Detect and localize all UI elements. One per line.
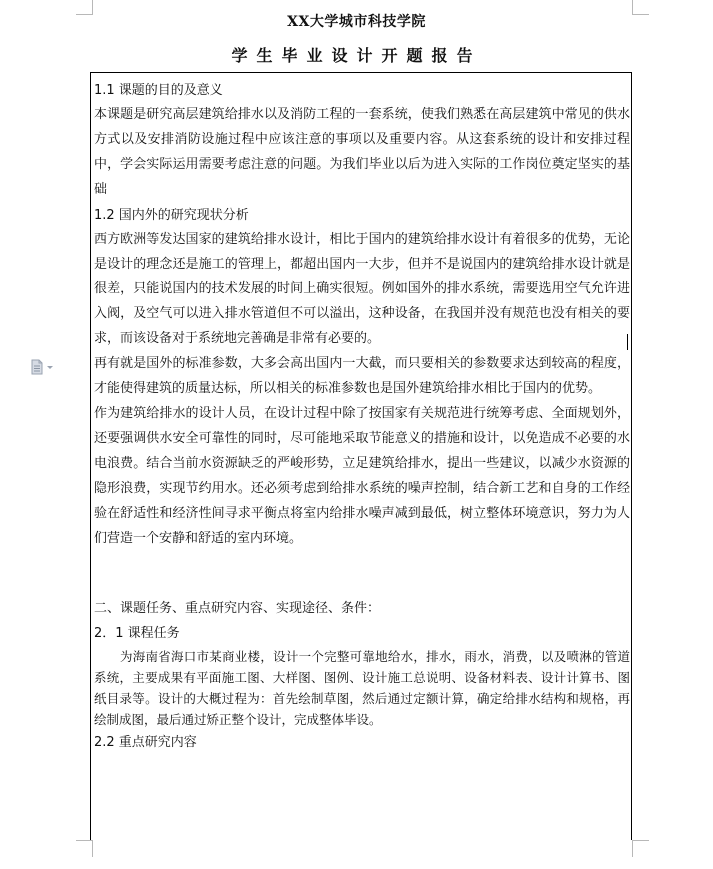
section-1-1-heading: 1.1 课题的目的及意义 xyxy=(94,83,223,98)
section-2-2-heading: 2.2 重点研究内容 xyxy=(94,735,197,751)
section-1-2-paragraph-3: 作为建筑给排水的设计人员，在设计过程中除了按国家有关规范进行统筹考虑、全面规划外，还要强调供水安全可靠性的同时，尽可能地采取节能意义的措施和设计，以免造成不必要的水电浪费。结合当前水资源缺乏的严峻形势，立足建筑给排水，提出一些建议，以减少水资源的隐形浪费，实现节约用水。还必须考虑到给排水系统的噪声控制，结合新工艺和自身的工作经验在舒适性和经济性间寻求平衡点将室内给排水噪声减到最低，树立整体环境意识，努力为人们营造一个安静和舒适的室内环境。 xyxy=(94,405,630,546)
section-1-2-paragraph-1: 西方欧洲等发达国家的建筑给排水设计，相比于国内的建筑给排水设计有着很多的优势，无论是设计的理念还是施工的管理上，都超出国内一大步，但并不是说国内的建筑给排水设计就是很差，只能说国内的技术发展的时间上确实很短。例如国外的排水系统，需要选用空气允许进入阀，及空气可以进入排水管道但不可以溢出，这种设备，在我国并没有规范也没有相关的要求，而该设备对于系统地完善确是非常有必要的。 xyxy=(94,231,630,347)
document-comment-icon[interactable] xyxy=(30,359,58,375)
text-cursor xyxy=(627,334,628,350)
blank-space xyxy=(94,551,630,596)
crop-mark-bottom-right xyxy=(632,840,649,857)
section-2-1-heading: 2．1 课程任务 xyxy=(94,626,180,642)
crop-mark-bottom-left xyxy=(76,840,93,857)
section-2-heading: 二、课题任务、重点研究内容、实现途径、条件： xyxy=(94,601,381,617)
section-1-2-paragraph-2: 再有就是国外的标准参数，大多会高出国内一大截，而只要相关的参数要求达到较高的程度，才能使得建筑的质量达标，所以相关的标准参数也是国外建筑给排水相比于国内的优势。 xyxy=(94,356,630,397)
document-body[interactable] xyxy=(94,78,630,755)
school-name: XX大学城市科技学院 xyxy=(287,14,426,30)
section-2-1-body: 为海南省海口市某商业楼，设计一个完整可靠地给水，排水，雨水，消费，以及喷淋的管道系统，主要成果有平面施工图、大样图、图例、设计施工总说明、设备材料表、设计计算书、图纸目录等。设计的大概过程为：首先绘制草图，然后通过定额计算，确定给排水结构和规格，再绘制成图，最后通过矫正整个设计，完成整体毕设。 xyxy=(94,649,630,728)
report-title: 学生毕业设计开题报告 xyxy=(231,46,482,65)
section-1-1-body: 本课题是研究高层建筑给排水以及消防工程的一套系统，使我们熟悉在高层建筑中常见的供水方式以及安排消防设施过程中应该注意的事项以及重要内容。从这套系统的设计和安排过程中，学会实际运用需要考虑注意的问题。为我们毕业以后为进入实际的工作岗位奠定坚实的基础 xyxy=(94,107,630,197)
section-1-2-heading: 1.2 国内外的研究现状分析 xyxy=(94,207,249,223)
